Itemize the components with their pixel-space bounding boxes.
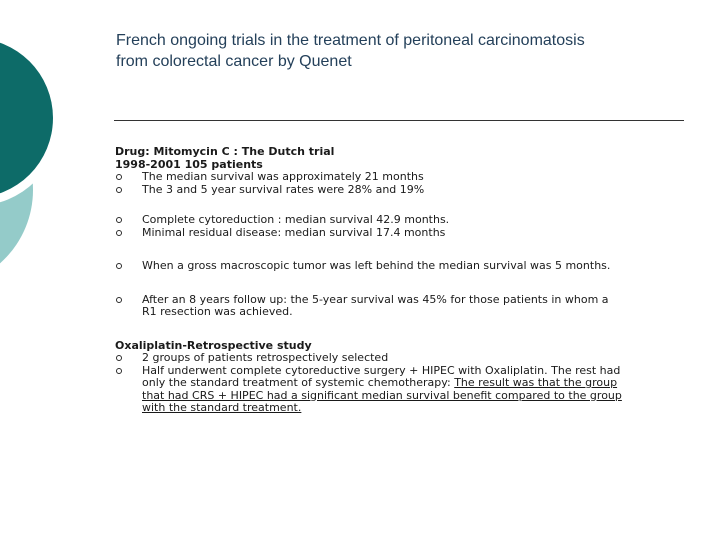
bullet-icon — [116, 217, 122, 223]
decorative-circles — [0, 0, 60, 300]
section2-heading: Oxaliplatin-Retrospective study — [115, 338, 312, 352]
bullet-icon — [116, 230, 122, 236]
result-underlined: with the standard treatment. — [142, 401, 302, 414]
slide-title — [116, 30, 696, 72]
bullet-icon — [116, 187, 122, 193]
list-item: Complete cytoreduction : median survival 42.9 months. — [115, 214, 675, 227]
list-item: When a gross macroscopic tumor was left behind the median survival was 5 months. — [115, 260, 675, 273]
bullet-icon — [116, 174, 122, 180]
result-underlined: The result was that the group — [454, 376, 618, 389]
list-item: The median survival was approximately 21 months — [115, 171, 675, 184]
list-item: Half underwent complete cytoreductive surgery + HIPEC with Oxaliplatin. The rest had only the standard treatment of systemic chemotherapy: The result was that the group that had CRS + HIPEC had a significant median survival benefit compared to the group with the standard treatment. — [115, 365, 675, 415]
list-item: 2 groups of patients retrospectively selected — [115, 352, 675, 365]
section1-heading-drug: Drug: Mitomycin C : The Dutch trial — [115, 145, 335, 158]
slide-body — [115, 146, 675, 415]
title-divider — [114, 120, 684, 121]
list-item: The 3 and 5 year survival rates were 28% and 19% — [115, 184, 675, 197]
title-line-1: French ongoing trials in the treatment of peritoneal carcinomatosis — [116, 32, 585, 49]
section1-heading-patients: 1998-2001 105 patients — [115, 157, 263, 171]
list-item: Minimal residual disease: median survival 17.4 months — [115, 227, 675, 240]
bullet-icon — [116, 297, 122, 303]
list-item: After an 8 years follow up: the 5-year survival was 45% for those patients in whom a R1 resection was achieved. — [115, 294, 675, 319]
title-line-2: from colorectal cancer by Quenet — [116, 53, 352, 70]
result-underlined: that had CRS + HIPEC had a significant median survival benefit compared to the group — [142, 388, 622, 402]
dark-teal-circle — [0, 38, 53, 198]
bullet-icon — [116, 355, 122, 361]
bullet-icon — [116, 263, 122, 269]
bullet-icon — [116, 368, 122, 374]
